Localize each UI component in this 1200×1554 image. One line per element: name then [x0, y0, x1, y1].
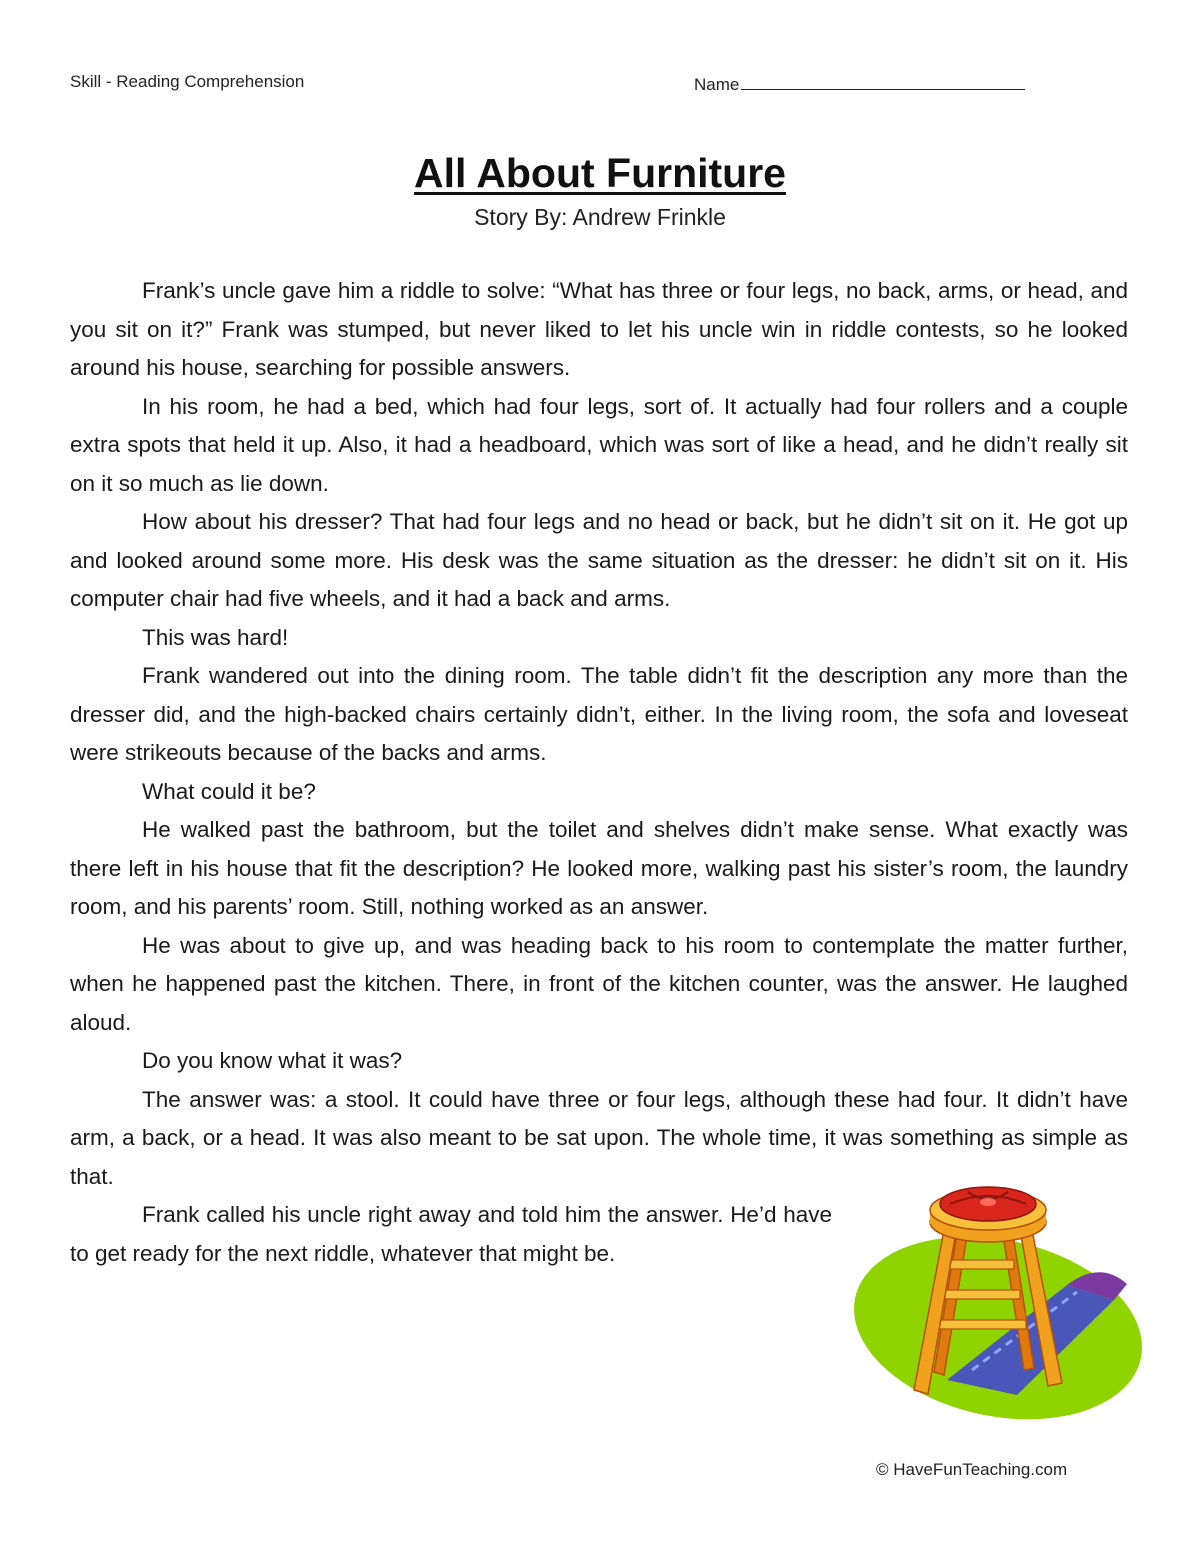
story-paragraph: Frank wandered out into the dining room. The table didn’t fit the description any more than the dresser did, and the high-backed chairs certainly didn’t, either. In the living room, the sofa and loveseat were strikeouts because of the backs and arms.	[70, 663, 1128, 765]
story-body	[70, 272, 1128, 1273]
name-blank-line	[741, 72, 1025, 90]
story-paragraph: Frank’s uncle gave him a riddle to solve: “What has three or four legs, no back, arms, or head, and you sit on it?” Frank was stumped, but never liked to let his uncle win in riddle contests, so he looked around his house, searching for possible answers.	[70, 278, 1128, 380]
story-byline: Story By: Andrew Frinkle	[474, 204, 726, 230]
story-paragraph: This was hard!	[142, 624, 289, 650]
stool-icon	[852, 1180, 1148, 1430]
story-paragraph: Do you know what it was?	[142, 1048, 403, 1073]
story-paragraph: How about his dresser? That had four legs and no head or back, but he didn’t sit on it. He got up and looked around some more. His desk was the same situation as the dresser: he didn’t sit on it. His computer chair had five wheels, and it had a back and arms.	[70, 509, 1128, 611]
story-paragraph: The answer was: a stool. It could have three or four legs, although these had four. It didn’t have arm, a back, or a head. It was also meant to be sat upon. The whole time, it was something as simple as that.	[70, 1086, 1128, 1189]
story-paragraph: He was about to give up, and was heading back to his room to contemplate the matter further, when he happened past the kitchen. There, in front of the kitchen counter, was the answer. He laughed aloud.	[70, 932, 1128, 1035]
name-label: Name	[694, 75, 740, 94]
story-paragraph: He walked past the bathroom, but the toilet and shelves didn’t make sense. What exactly was there left in his house that fit the description? He looked more, walking past his sister’s room, the laundry room, and his parents’ room. Still, nothing worked as an answer.	[70, 817, 1128, 919]
skill-label: Skill - Reading Comprehension	[70, 72, 305, 91]
story-paragraph: In his room, he had a bed, which had four legs, sort of. It actually had four rollers and a couple extra spots that held it up. Also, it had a headboard, which was sort of like a head, and he didn’t really sit on it so much as lie down.	[70, 393, 1128, 496]
copyright-footer: © HaveFunTeaching.com	[876, 1460, 1068, 1479]
story-paragraph: Frank called his uncle right away and told him the answer. He’d have to get ready for the next riddle, whatever that might be.	[70, 1202, 832, 1266]
story-paragraph: What could it be?	[142, 778, 316, 804]
story-title: All About Furniture	[414, 150, 786, 196]
name-field	[694, 72, 1025, 95]
